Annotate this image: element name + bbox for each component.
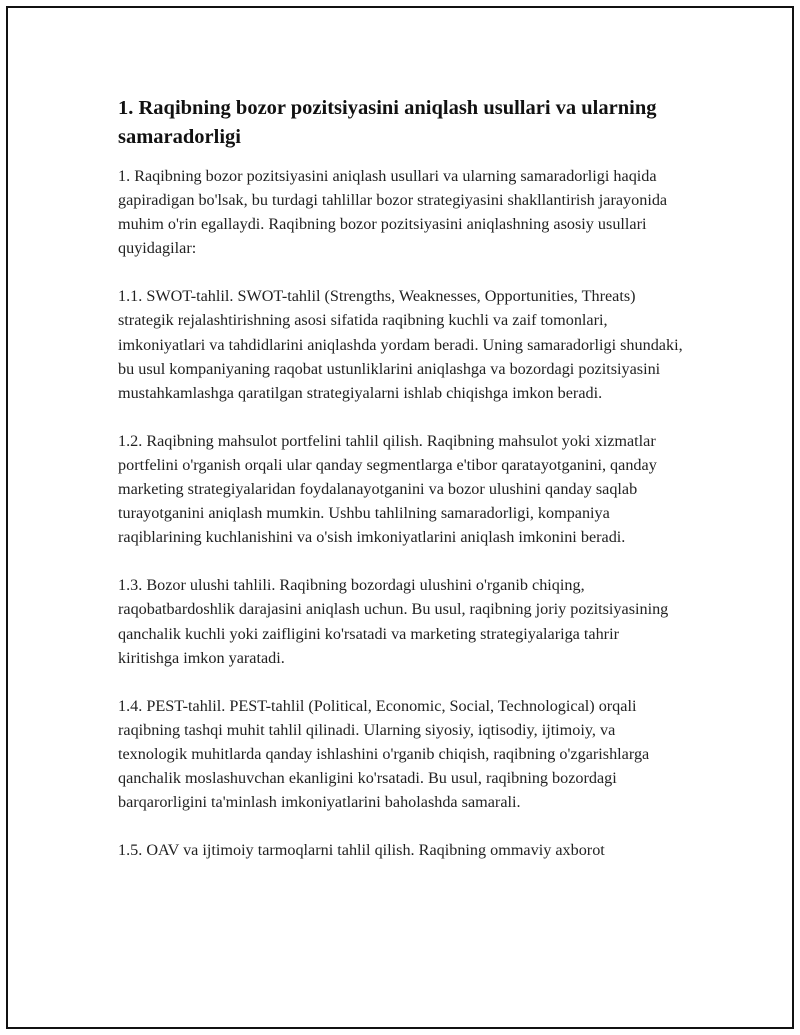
paragraph-swot: 1.1. SWOT-tahlil. SWOT-tahlil (Strengths, Weaknesses, Opportunities, Threats) strategik rejalashtirishning asosi sifatida raqibning kuchli va zaif tomonlari, imkoniyatlari va tahdidlarini aniqlashda yordam beradi. Uning samaradorligi shundaki, bu usul kompaniyaning raqobat ustunliklarini aniqlashga va bozordagi pozitsiyasini mustahkamlashga qaratilgan strategiyalarni ishlab chiqishga imkon beradi. [118,287,683,402]
paragraph-market-share: 1.3. Bozor ulushi tahlili. Raqibning bozordagi ulushini o'rganib chiqing, raqobatbardoshlik darajasini aniqlash uchun. Bu usul, raqibning joriy pozitsiyasining qanchalik kuchli yoki zaifligini ko'rsatadi va marketing strategiyalariga tahrir kiritishga imkon yaratadi. [118,576,669,667]
paragraph-portfolio: 1.2. Raqibning mahsulot portfelini tahlil qilish. Raqibning mahsulot yoki xizmatlar portfelini o'rganish orqali ular qanday segmentlarga e'tibor qaratayotganini, qanday marketing strategiyalaridan foydalanayotganini va bozor ulushini qanday saqlab turayotganini aniqlash mumkin. Ushbu tahlilning samaradorligi, kompaniya raqiblarining kuchlanishini va o'sish imkoniyatlarini aniqlash imkonini beradi. [118,431,657,547]
paragraph-pest: 1.4. PEST-tahlil. PEST-tahlil (Political, Economic, Social, Technological) orqali raqibning tashqi muhit tahlil qilinadi. Ularning siyosiy, iqtisodiy, ijtimoiy, va texnologik muhitlarda qanday ishlashini o'rganib chiqish, raqibning o'zgarishlarga qanchalik moslashuvchan ekanligini ko'rsatadi. Bu usul, raqibning bozordagi barqarorligini ta'minlash imkoniyatlarini baholashda samarali. [118,696,650,812]
paragraph-intro: 1. Raqibning bozor pozitsiyasini aniqlash usullari va ularning samaradorligi haqida gapiradigan bo'lsak, bu turdagi tahlillar bozor strategiyasini shakllantirish jarayonida muhim o'rin egallaydi. Raqibning bozor pozitsiyasini aniqlashning asosiy usullari quyidagilar: [118,167,668,258]
document-title: 1. Raqibning bozor pozitsiyasini aniqlash usullari va ularning samaradorligi [118,97,657,148]
document-body [118,94,684,886]
paragraph-media: 1.5. OAV va ijtimoiy tarmoqlarni tahlil qilish. Raqibning ommaviy axborot [118,841,605,860]
